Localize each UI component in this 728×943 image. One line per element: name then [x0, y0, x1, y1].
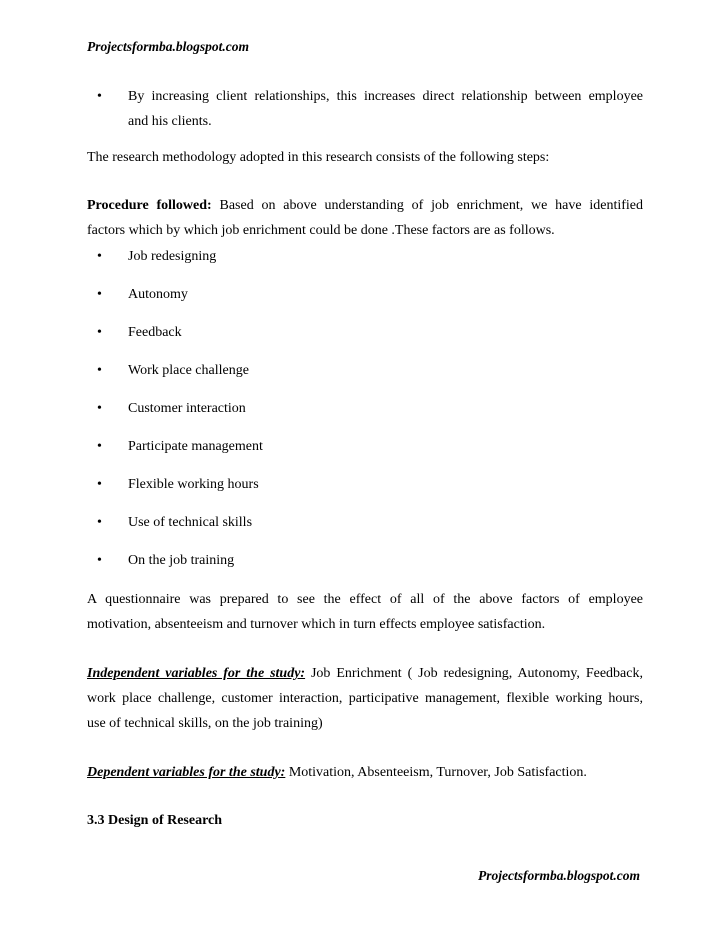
bullet-icon: •: [97, 325, 102, 340]
factor-label: Work place challenge: [128, 363, 249, 378]
factor-label: Autonomy: [128, 287, 188, 302]
intro-bullet-line1: By increasing client relationships, this increases direct relationship between employee: [128, 89, 643, 104]
bullet-icon: •: [97, 439, 102, 454]
dependent-label: Dependent variables for the study:: [87, 765, 286, 780]
questionnaire-line2: motivation, absenteeism and turnover which in turn effects employee satisfaction.: [87, 617, 546, 632]
factor-label: Customer interaction: [128, 401, 246, 416]
bullet-icon: •: [97, 401, 102, 416]
factor-label: Feedback: [128, 325, 182, 340]
page-footer: Projectsformba.blogspot.com: [478, 868, 640, 883]
page-header: Projectsformba.blogspot.com: [87, 39, 249, 54]
bullet-icon: •: [97, 553, 102, 568]
bullet-icon: •: [97, 363, 102, 378]
dependent-text: Motivation, Absenteeism, Turnover, Job Satisfaction.: [285, 765, 587, 780]
questionnaire-line1: A questionnaire was prepared to see the effect of all of the above factors of employee: [87, 592, 643, 607]
bullet-icon: •: [97, 477, 102, 492]
independent-line1-text: Job Enrichment ( Job redesigning, Autonomy, Feedback,: [305, 666, 643, 681]
section-heading: 3.3 Design of Research: [87, 813, 223, 828]
dependent-line: [87, 760, 643, 785]
intro-bullet: [97, 84, 643, 134]
bullet-icon: •: [97, 89, 102, 104]
procedure-line1-text: Based on above understanding of job enrichment, we have identified: [211, 198, 643, 213]
bullet-icon: •: [97, 287, 102, 302]
factor-label: Job redesigning: [128, 249, 217, 264]
factor-label: Participate management: [128, 439, 263, 454]
procedure-label: Procedure followed:: [87, 198, 212, 213]
independent-label: Independent variables for the study:: [87, 666, 306, 681]
bullet-icon: •: [97, 515, 102, 530]
factor-label: Use of technical skills: [128, 515, 253, 530]
independent-line2: work place challenge, customer interaction, participative management, flexible working hours,: [87, 691, 643, 706]
independent-line3: use of technical skills, on the job training): [87, 716, 323, 731]
procedure-line1: [87, 193, 643, 218]
factor-label: On the job training: [128, 553, 235, 568]
independent-line1: [87, 661, 643, 686]
methodology-text: The research methodology adopted in this research consists of the following steps:: [87, 150, 550, 165]
bullet-icon: •: [97, 249, 102, 264]
intro-bullet-line2: and his clients.: [128, 114, 212, 129]
factor-label: Flexible working hours: [128, 477, 259, 492]
procedure-line2: factors which by which job enrichment could be done .These factors are as follows.: [87, 223, 555, 238]
